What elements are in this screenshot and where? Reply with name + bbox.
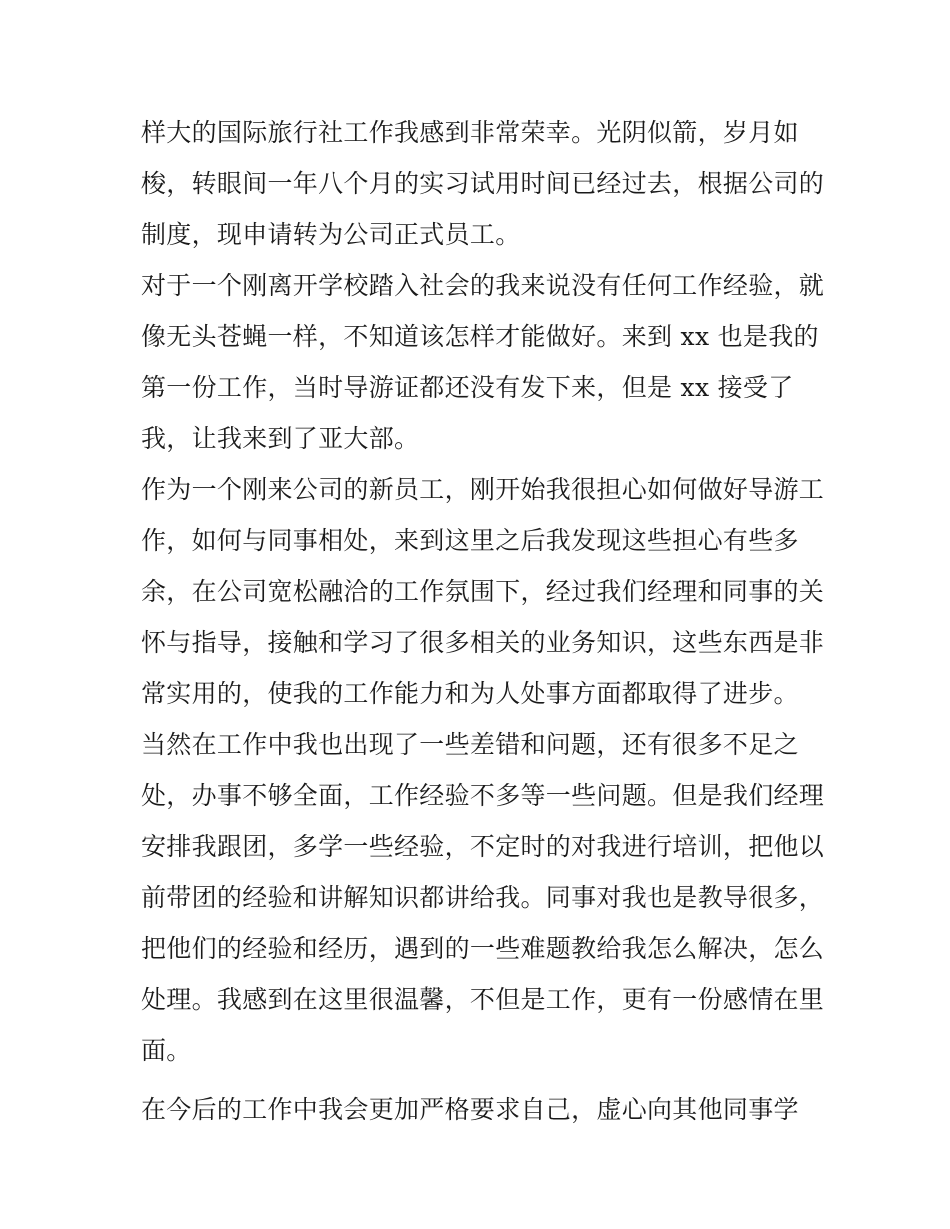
paragraph-line: 处，办事不够全面，工作经验不多等一些问题。但是我们经理 [141, 781, 825, 810]
paragraph-line: 作为一个刚来公司的新员工，刚开始我很担心如何做好导游工 [141, 475, 825, 504]
paragraph-line: 第一份工作，当时导游证都还没有发下来，但是 xx 接受了 [141, 373, 794, 402]
paragraph-line: 处理。我感到在这里很温馨，不但是工作，更有一份感情在里 [141, 985, 825, 1014]
paragraph-line: 面。 [141, 1036, 192, 1065]
paragraph-line: 余，在公司宽松融洽的工作氛围下，经过我们经理和同事的关 [141, 577, 825, 606]
document-body [141, 107, 825, 1135]
paragraph-line: 梭，转眼间一年八个月的实习试用时间已经过去，根据公司的 [141, 169, 825, 198]
paragraph-line: 像无头苍蝇一样，不知道该怎样才能做好。来到 xx 也是我的 [141, 322, 819, 351]
paragraph-line: 在今后的工作中我会更加严格要求自己，虚心向其他同事学 [141, 1095, 799, 1124]
paragraph-3 [141, 464, 825, 719]
paragraph-line: 作，如何与同事相处，来到这里之后我发现这些担心有些多 [141, 526, 799, 555]
paragraph-line: 前带团的经验和讲解知识都讲给我。同事对我也是教导很多， [141, 883, 825, 912]
paragraph-line: 当然在工作中我也出现了一些差错和问题，还有很多不足之 [141, 730, 799, 759]
paragraph-line: 常实用的，使我的工作能力和为人处事方面都取得了进步。 [141, 679, 799, 708]
paragraph-line: 把他们的经验和经历，遇到的一些难题教给我怎么解决，怎么 [141, 934, 825, 963]
paragraph-line: 对于一个刚离开学校踏入社会的我来说没有任何工作经验，就 [141, 271, 825, 300]
paragraph-line: 制度，现申请转为公司正式员工。 [141, 220, 521, 249]
paragraph-line: 安排我跟团，多学一些经验，不定时的对我进行培训，把他以 [141, 832, 825, 861]
paragraph-1 [141, 107, 825, 260]
paragraph-5 [141, 1084, 821, 1135]
paragraph-spacer [141, 1076, 821, 1084]
paragraph-line: 怀与指导，接触和学习了很多相关的业务知识，这些东西是非 [141, 628, 825, 657]
paragraph-line: 我，让我来到了亚大部。 [141, 424, 420, 453]
paragraph-line: 样大的国际旅行社工作我感到非常荣幸。光阴似箭，岁月如 [141, 118, 799, 147]
paragraph-4 [141, 719, 825, 1076]
paragraph-2 [141, 260, 825, 464]
